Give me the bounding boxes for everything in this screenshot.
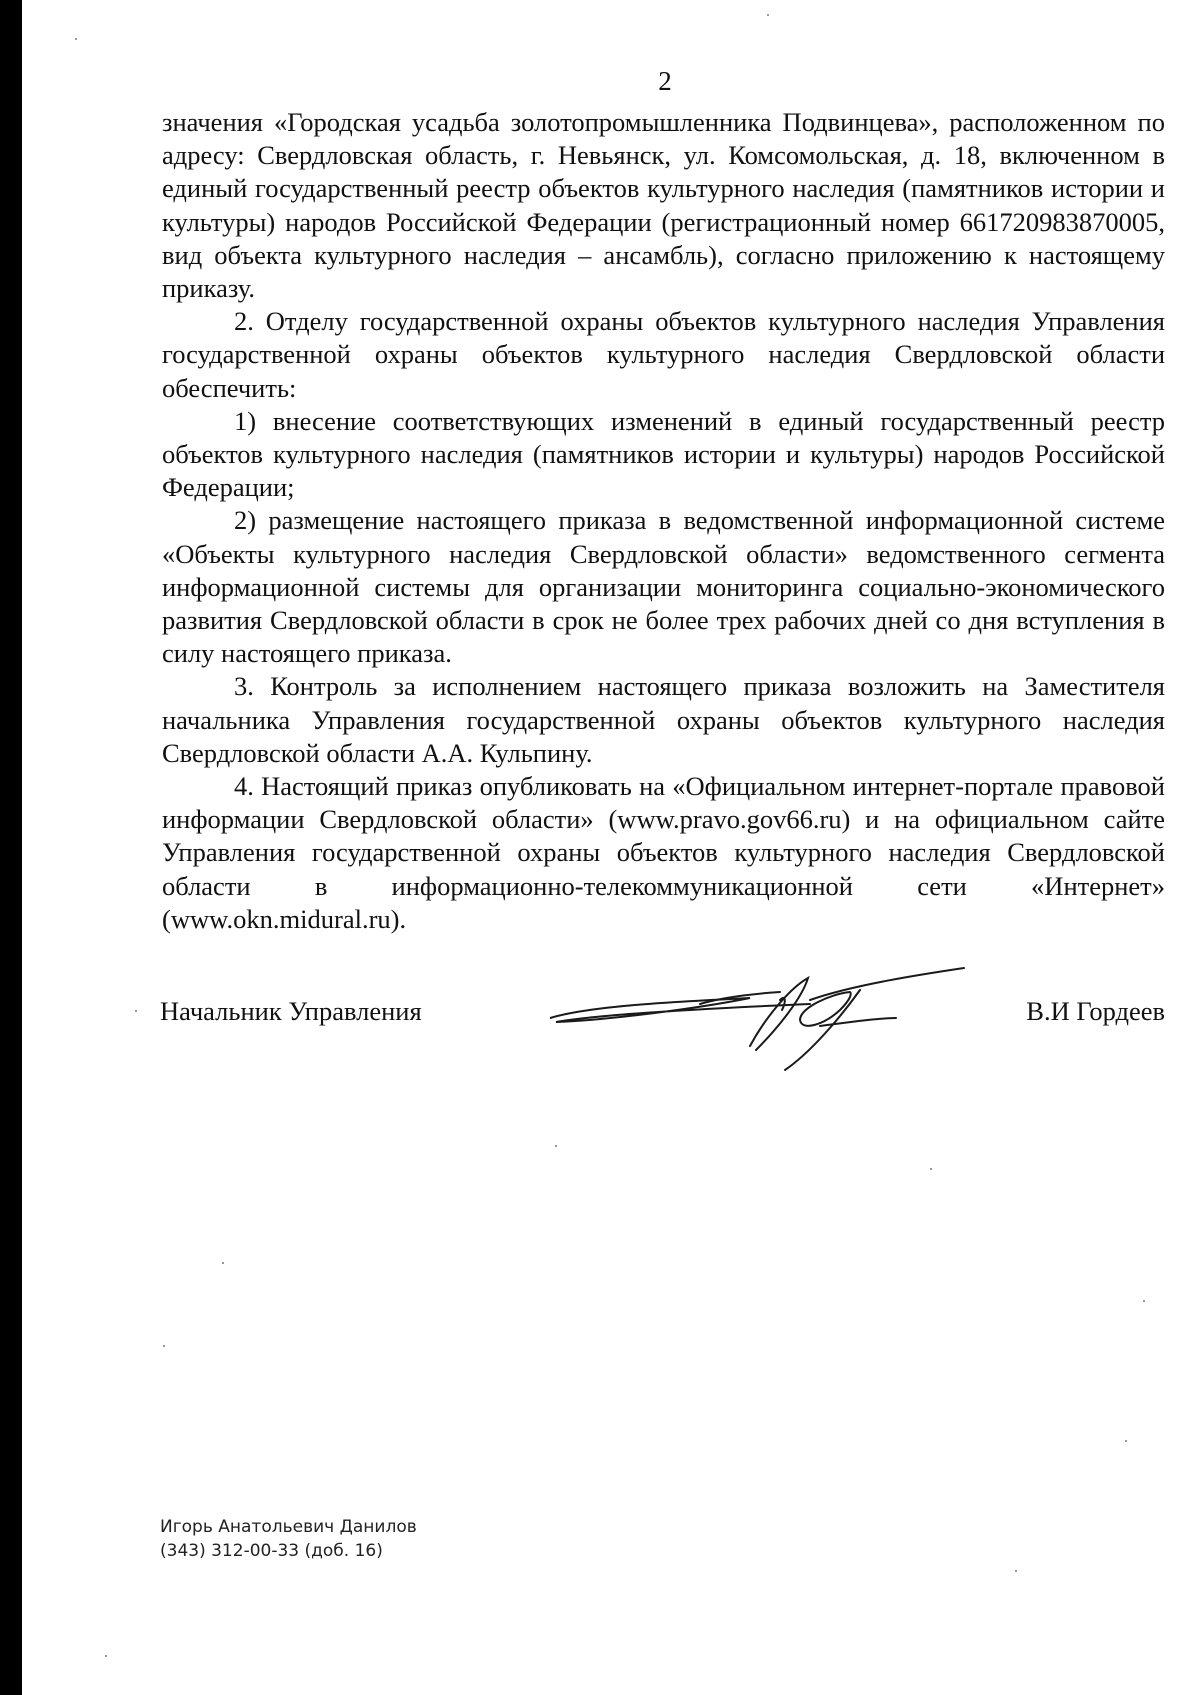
handwritten-signature [550,958,970,1078]
signatory-title: Начальник Управления [160,996,422,1026]
signature-block [160,984,1165,1104]
executor-info [160,1515,417,1563]
document-body [162,106,1165,936]
scan-speck [1015,1570,1017,1572]
scan-speck [930,1168,932,1170]
scan-speck [135,1010,137,1012]
executor-name: Игорь Анатольевич Данилов [160,1517,417,1537]
page-number: 2 [658,66,672,96]
paragraph-item-2: 2. Отделу государственной охраны объектов культурного наследия Управления государственной охраны объектов культурного наследия Свердловской области обеспечить: [162,306,1165,403]
scan-speck [1143,1300,1145,1302]
scan-speck [767,14,769,16]
scan-speck [75,38,77,40]
executor-phone: (343) 312-00-33 (доб. 16) [160,1541,383,1561]
scan-speck [555,1145,557,1147]
paragraph-intro-continuation: значения «Городская усадьба золотопромышленника Подвинцева», расположенном по адресу: Свердловская область, г. Невьянск, ул. Комсомольская, д. 18, включенном в единый государственный реестр объектов культурного наследия (памятников истории и культуры) народов Российской Федерации (регистрационный номер 661720983870005, вид объекта культурного наследия – ансамбль), согласно приложению к настоящему приказу. [162,107,1165,304]
scan-edge [0,0,22,1695]
paragraph-subitem-1: 1) внесение соответствующих изменений в единый государственный реестр объектов культурного наследия (памятников истории и культуры) народов Российской Федерации; [162,405,1165,503]
scan-speck [105,1655,107,1657]
paragraph-item-3: 3. Контроль за исполнением настоящего приказа возложить на Заместителя начальника Управления государственной охраны объектов культурного наследия Свердловской области А.А. Кульпину. [162,671,1165,768]
paragraph-item-4: 4. Настоящий приказ опубликовать на «Официальном интернет-портале правовой информации Свердловской области» (www.pravo.gov66.ru) и на официальном сайте Управления государственной охраны объектов культурного наследия Свердловской области в информационно-телекоммуникационной сети «Интернет» (www.okn.midural.ru). [162,771,1165,934]
scan-speck [1125,1440,1127,1442]
scan-speck [222,1262,224,1264]
scan-speck [163,1345,165,1347]
signatory-name: В.И Гордеев [1026,996,1165,1026]
paragraph-subitem-2: 2) размещение настоящего приказа в ведомственной информационной системе «Объекты культурного наследия Свердловской области» ведомственного сегмента информационной системы для организации мониторинга социально-экономического развития Свердловской области в срок не более трех рабочих дней со дня вступления в силу настоящего приказа. [162,505,1165,669]
